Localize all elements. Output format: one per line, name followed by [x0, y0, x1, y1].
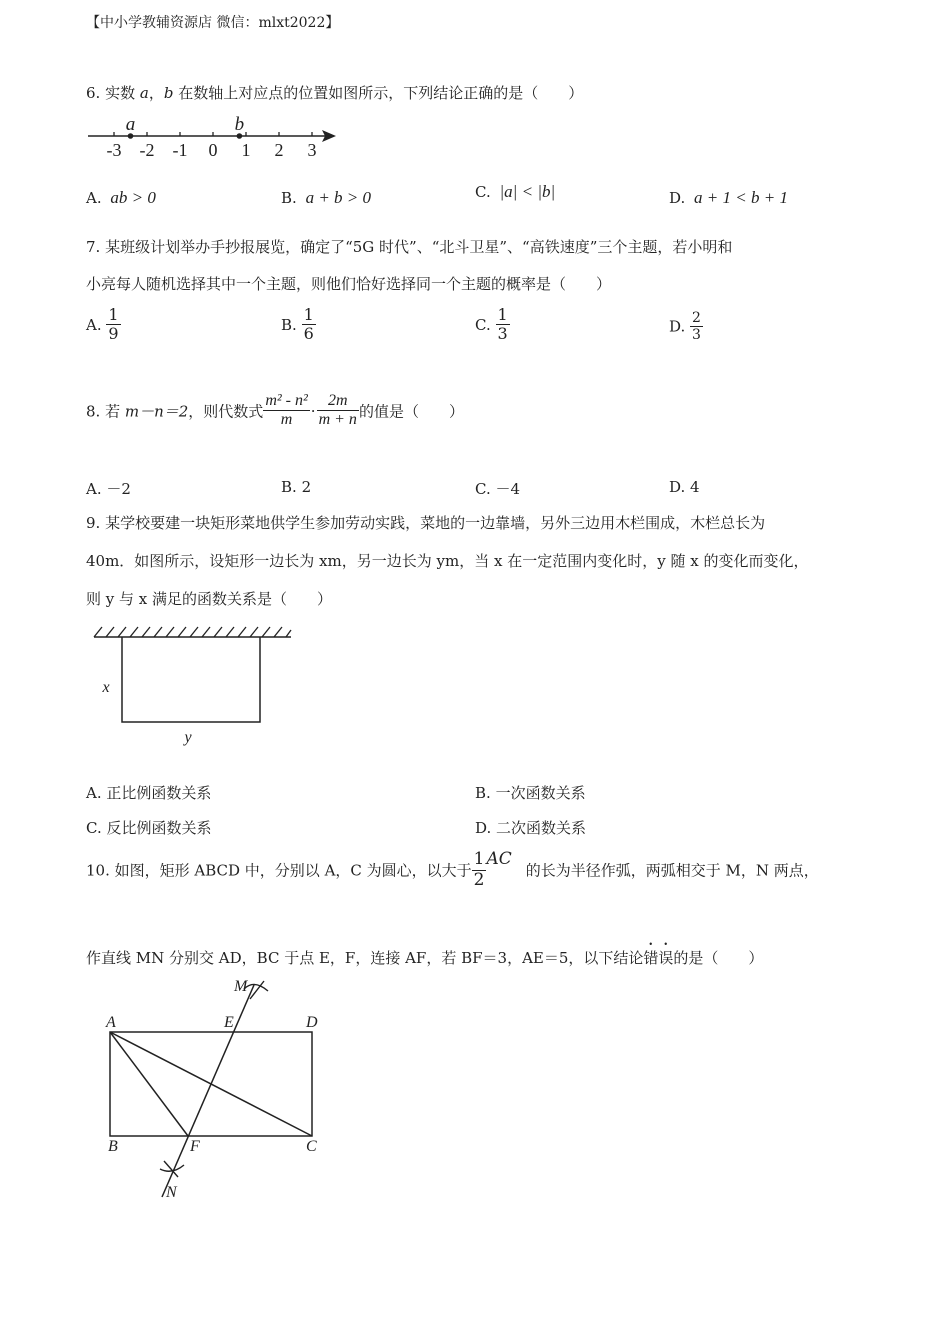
option-label: C.: [475, 183, 491, 201]
q8-condition: m－n＝2: [124, 402, 189, 421]
option-text: －2: [106, 480, 131, 498]
q7-option-b: [281, 306, 316, 344]
q6-var-b: b: [163, 84, 174, 102]
option-text: 2: [301, 478, 312, 496]
option-text: 4: [690, 478, 700, 496]
option-label: C.: [475, 480, 491, 498]
label-f: F: [190, 1138, 200, 1155]
option-label: A.: [86, 189, 102, 207]
option-text: －4: [495, 480, 521, 498]
option-label: B.: [281, 315, 297, 334]
option-label: C.: [475, 315, 491, 334]
q8-stem-post: 的值是（ ）: [358, 402, 464, 421]
fraction-numerator: 2m: [327, 392, 348, 409]
tick-label: 2: [274, 140, 284, 160]
option-text: 正比例函数关系: [106, 784, 212, 802]
point-b-label: b: [234, 114, 245, 135]
q6-option-a: [86, 188, 156, 208]
q6-comma: ，: [148, 84, 164, 102]
fraction-numerator: 2: [692, 310, 701, 326]
q8-stem: [86, 392, 464, 430]
option-fraction: [106, 306, 120, 344]
option-label: A.: [86, 480, 102, 498]
q7-option-c: [475, 306, 510, 344]
arc-mark-m: [244, 981, 268, 999]
fraction-denominator: 6: [303, 324, 314, 344]
q8-option-a: [86, 478, 131, 499]
option-text: 反比例函数关系: [106, 819, 212, 837]
q8-multiply-dot: ·: [310, 401, 316, 420]
option-label: A.: [86, 315, 102, 334]
fraction-numerator: 1: [303, 305, 314, 324]
q10-line2-post: 的是（ ）: [673, 949, 764, 967]
q9-option-c: [86, 817, 212, 838]
q10-emphasis: 错误: [643, 949, 674, 967]
fraction-numerator: 1: [473, 849, 485, 869]
option-label: B.: [281, 189, 297, 207]
q6-stem-post: 在数轴上对应点的位置如图所示，下列结论正确的是（ ）: [173, 84, 584, 102]
q6-option-b: [281, 188, 371, 208]
fraction-numerator: m² - n²: [265, 392, 308, 409]
q10-half-fraction: [472, 850, 487, 890]
label-a: A: [106, 1014, 116, 1031]
option-fraction: [302, 306, 316, 344]
option-label: D.: [669, 478, 686, 496]
tick-label: -1: [172, 140, 188, 160]
point-a-label: a: [125, 114, 136, 135]
option-text: 一次函数关系: [495, 784, 586, 802]
wall-hatching: [94, 627, 291, 637]
q8-stem-pre: 8. 若: [86, 402, 125, 421]
label-x: x: [102, 679, 110, 696]
q9-option-d: [475, 817, 586, 838]
q6-stem-pre: 6. 实数: [86, 84, 140, 102]
tick-label: -2: [139, 140, 155, 160]
q10-line1-pre: 10. 如图，矩形 ABCD 中，分别以 A，C 为圆心，以大于: [86, 861, 472, 880]
q7-option-a: [86, 306, 121, 344]
page-header: 【中小学教辅资源店 微信：mlxt2022】: [86, 15, 340, 31]
line-mn: [162, 985, 254, 1197]
label-b: B: [108, 1138, 118, 1155]
tick-label: 1: [241, 140, 251, 160]
q10-stem-line2: [86, 940, 763, 968]
fraction-denominator: m: [263, 410, 309, 429]
tick-label: -3: [106, 140, 122, 160]
q6-option-d: [669, 188, 788, 208]
fraction-denominator: m + n: [318, 411, 357, 429]
option-label: A.: [86, 784, 102, 802]
label-m: M: [234, 978, 248, 995]
q8-stem-mid: ，则代数式: [188, 402, 264, 421]
q8-option-b: [281, 478, 311, 496]
q8-fraction-2: [317, 392, 359, 430]
label-d: D: [306, 1014, 318, 1031]
q7-stem-line1: 7. 某班级计划举办手抄报展览，确定了“5G 时代”、“北斗卫星”、“高铁速度”三个主题，若小明和: [86, 238, 733, 256]
option-label: C.: [86, 819, 102, 837]
fraction-denominator: 3: [692, 327, 701, 344]
q9-stem-line1: 9. 某学校要建一块矩形菜地供学生参加劳动实践，菜地的一边靠墙，另外三边用木栏围成，木栏总长为: [86, 514, 766, 532]
fraction-denominator: 3: [497, 324, 508, 344]
label-c: C: [306, 1138, 317, 1155]
q6-option-c: [475, 182, 555, 202]
fence-rectangle: [122, 637, 260, 722]
q10-stem-line1: [86, 850, 819, 890]
q10-ac-var: AC: [486, 849, 512, 870]
q6-number-line: [86, 112, 346, 164]
diagonal-ac: [110, 1032, 312, 1136]
q9-stem-line3: 则 y 与 x 满足的函数关系是（ ）: [86, 590, 333, 608]
q7-option-d: [669, 310, 703, 343]
option-text: 二次函数关系: [496, 819, 587, 837]
q6-stem: [86, 82, 583, 103]
label-e: E: [224, 1014, 234, 1031]
option-expr: a + 1 < b + 1: [694, 188, 788, 207]
q8-fraction-1: [263, 392, 309, 430]
q9-option-b: [475, 782, 586, 803]
label-y: y: [184, 729, 192, 746]
tick-label: 3: [307, 140, 317, 160]
q8-option-d: [669, 478, 700, 496]
q10-rectangle-figure: [96, 975, 336, 1205]
fraction-numerator: 1: [108, 305, 119, 324]
q6-var-a: a: [139, 84, 149, 102]
segment-af: [110, 1032, 188, 1136]
option-label: D.: [669, 317, 686, 336]
q10-line2-pre: 作直线 MN 分别交 AD，BC 于点 E，F，连接 AF，若 BF＝3，AE＝5，以下结论: [86, 949, 644, 967]
q8-option-c: [475, 478, 520, 499]
label-n: N: [166, 1184, 177, 1201]
option-label: B.: [281, 478, 297, 496]
fraction-denominator: 9: [108, 324, 119, 344]
q9-rectangle-figure: [86, 620, 306, 750]
q10-line1-post: 的长为半径作弧，两弧相交于 M，N 两点，: [525, 861, 819, 880]
q7-stem-line2: 小亮每人随机选择其中一个主题，则他们恰好选择同一个主题的概率是（ ）: [86, 275, 612, 293]
option-expr: a + b > 0: [305, 188, 372, 207]
option-fraction: [496, 306, 510, 344]
fraction-denominator: 2: [473, 869, 485, 890]
tick-label: 0: [208, 140, 218, 160]
q9-option-a: [86, 782, 211, 803]
option-expr: |a| < |b|: [499, 182, 556, 201]
option-label: D.: [669, 189, 686, 207]
fraction-numerator: 1: [497, 305, 508, 324]
option-fraction: [690, 310, 703, 343]
option-expr: ab > 0: [110, 188, 156, 207]
option-label: D.: [475, 819, 492, 837]
option-label: B.: [475, 784, 491, 802]
q9-stem-line2: 40m．如图所示，设矩形一边长为 xm，另一边长为 ym，当 x 在一定范围内变化时，y 随 x 的变化而变化，: [86, 552, 809, 570]
